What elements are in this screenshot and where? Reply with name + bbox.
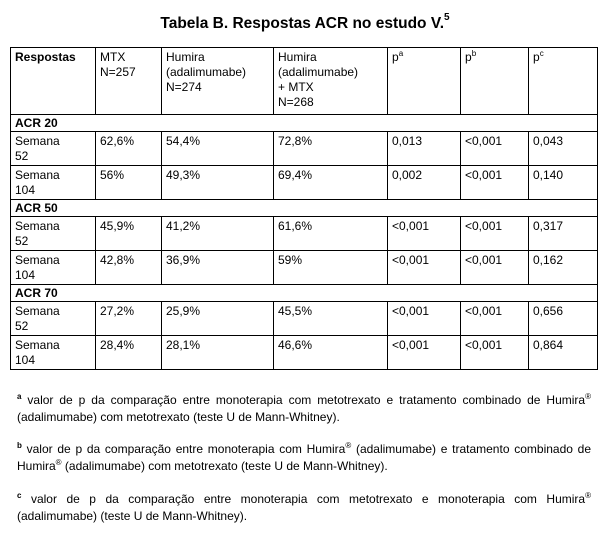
registered-mark: ® — [345, 441, 352, 450]
header-respostas — [11, 48, 96, 115]
registered-mark: ® — [585, 491, 591, 500]
table-row — [11, 166, 598, 200]
cell-mtx: 56% — [96, 166, 162, 200]
cell-mtx: 28,4% — [96, 336, 162, 370]
header-humira — [162, 48, 274, 115]
footnote-text: (adalimumabe) com metotrexato (teste U de Mann-Whitney). — [61, 459, 388, 473]
row-label-line: 104 — [15, 183, 36, 197]
registered-mark: ® — [55, 458, 62, 467]
row-label-cell — [11, 132, 96, 166]
cell-p-c: 0,317 — [529, 217, 598, 251]
cell-p-a: <0,001 — [388, 251, 461, 285]
cell-mtx: 62,6% — [96, 132, 162, 166]
group-row — [11, 200, 598, 217]
header-p-a-marker: a — [398, 49, 404, 58]
header-p-a-base: p — [392, 50, 399, 64]
row-label-line: 104 — [15, 353, 36, 367]
header-humira-mtx — [274, 48, 388, 115]
footnote-text: valor de p da comparação entre monoterapia com metotrexato e tratamento combinado de Humira — [21, 393, 586, 407]
header-humira-line2: (adalimumabe) — [166, 65, 247, 79]
cell-p-c: 0,043 — [529, 132, 598, 166]
cell-humira: 49,3% — [162, 166, 274, 200]
header-p-c — [529, 48, 598, 115]
row-label-line: Semana — [15, 134, 60, 148]
header-humira-mtx-line1: Humira — [278, 50, 317, 64]
row-label-cell — [11, 302, 96, 336]
cell-humira-mtx: 72,8% — [274, 132, 388, 166]
row-label-cell — [11, 217, 96, 251]
cell-humira: 28,1% — [162, 336, 274, 370]
cell-p-b: <0,001 — [461, 132, 529, 166]
header-humira-mtx-line3: + MTX — [278, 80, 314, 94]
header-respostas-label: Respostas — [15, 50, 76, 64]
footnote-text: (adalimumabe) e tratamento combinado de Humira — [17, 442, 592, 473]
row-label-line: 52 — [15, 234, 29, 248]
row-label-line: Semana — [15, 168, 60, 182]
cell-humira: 25,9% — [162, 302, 274, 336]
registered-mark: ® — [585, 392, 591, 401]
footnote-text: valor de p da comparação entre monoterapia com Humira — [21, 442, 346, 456]
cell-p-b: <0,001 — [461, 302, 529, 336]
cell-humira: 41,2% — [162, 217, 274, 251]
cell-humira-mtx: 69,4% — [274, 166, 388, 200]
header-row — [11, 48, 598, 115]
row-label-cell — [11, 251, 96, 285]
header-mtx — [96, 48, 162, 115]
group-row — [11, 115, 598, 132]
header-mtx-line1: MTX — [100, 50, 126, 64]
row-label-cell — [11, 166, 96, 200]
cell-p-a: <0,001 — [388, 336, 461, 370]
acr-responses-table — [10, 47, 598, 370]
group-row — [11, 285, 598, 302]
cell-humira-mtx: 61,6% — [274, 217, 388, 251]
cell-p-a: <0,001 — [388, 217, 461, 251]
table-title — [0, 10, 610, 34]
group-label: ACR 20 — [11, 115, 598, 132]
footnote-marker: a — [17, 392, 22, 401]
cell-humira-mtx: 59% — [274, 251, 388, 285]
row-label-line: 52 — [15, 319, 29, 333]
cell-mtx: 27,2% — [96, 302, 162, 336]
table-row — [11, 132, 598, 166]
cell-mtx: 45,9% — [96, 217, 162, 251]
cell-p-a: 0,013 — [388, 132, 461, 166]
header-p-b-marker: b — [471, 49, 477, 58]
footnote-b — [17, 441, 591, 475]
cell-humira-mtx: 45,5% — [274, 302, 388, 336]
header-mtx-line2: N=257 — [100, 65, 136, 79]
table-title-text: Tabela B. Respostas ACR no estudo V. — [160, 15, 445, 33]
row-label-cell — [11, 336, 96, 370]
table-row — [11, 251, 598, 285]
header-p-c-base: p — [533, 50, 540, 64]
header-humira-mtx-line2: (adalimumabe) — [278, 65, 359, 79]
row-label-line: Semana — [15, 338, 60, 352]
group-label: ACR 50 — [11, 200, 598, 217]
header-p-c-marker: c — [539, 49, 544, 58]
header-p-a — [388, 48, 461, 115]
footnote-marker: c — [17, 491, 22, 500]
group-label: ACR 70 — [11, 285, 598, 302]
row-label-line: Semana — [15, 219, 60, 233]
footnote-text: (adalimumabe) com metotrexato (teste U de Mann-Whitney). — [17, 410, 340, 424]
table-row — [11, 302, 598, 336]
cell-mtx: 42,8% — [96, 251, 162, 285]
table-row — [11, 336, 598, 370]
header-humira-line3: N=274 — [166, 80, 202, 94]
header-p-b-base: p — [465, 50, 472, 64]
cell-humira: 54,4% — [162, 132, 274, 166]
row-label-line: 52 — [15, 149, 29, 163]
cell-humira-mtx: 46,6% — [274, 336, 388, 370]
cell-p-b: <0,001 — [461, 166, 529, 200]
table-title-reference: 5 — [444, 12, 450, 23]
footnote-c — [17, 491, 591, 525]
cell-p-b: <0,001 — [461, 251, 529, 285]
cell-p-b: <0,001 — [461, 336, 529, 370]
row-label-line: 104 — [15, 268, 36, 282]
footnote-marker: b — [17, 441, 22, 450]
row-label-line: Semana — [15, 253, 60, 267]
footnote-text: valor de p da comparação entre monoterapia com metotrexato e monoterapia com Humira — [21, 492, 586, 506]
header-humira-line1: Humira — [166, 50, 205, 64]
cell-p-c: 0,162 — [529, 251, 598, 285]
table-row — [11, 217, 598, 251]
cell-p-b: <0,001 — [461, 217, 529, 251]
footnote-a — [17, 392, 591, 426]
cell-p-c: 0,864 — [529, 336, 598, 370]
cell-p-c: 0,140 — [529, 166, 598, 200]
footnote-text: (adalimumabe) (teste U de Mann-Whitney). — [17, 509, 248, 523]
row-label-line: Semana — [15, 304, 60, 318]
table-body — [11, 115, 598, 370]
cell-humira: 36,9% — [162, 251, 274, 285]
cell-p-a: 0,002 — [388, 166, 461, 200]
cell-p-a: <0,001 — [388, 302, 461, 336]
table-header — [11, 48, 598, 115]
cell-p-c: 0,656 — [529, 302, 598, 336]
header-humira-mtx-line4: N=268 — [278, 95, 314, 109]
header-p-b — [461, 48, 529, 115]
